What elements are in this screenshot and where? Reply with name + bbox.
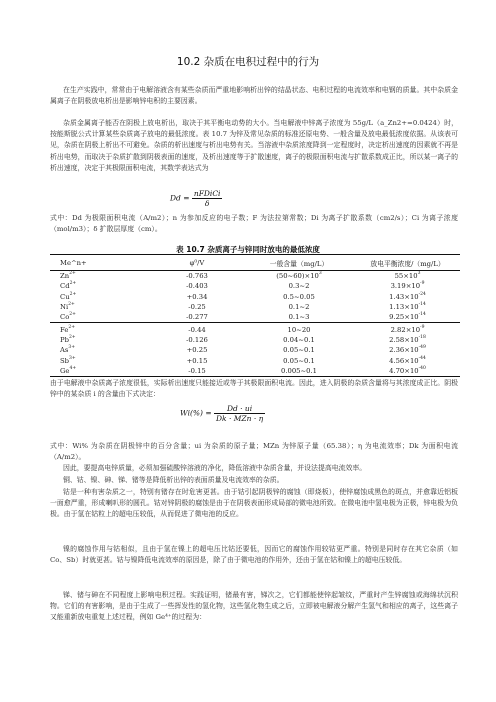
cell-potential: -0.277 <box>151 312 243 323</box>
formula2-denominator: Dk · MZn · η <box>216 414 264 423</box>
cell-equilibrium-conc <box>355 271 460 282</box>
cell-ion <box>50 292 151 302</box>
cell-equilibrium-conc <box>355 281 460 291</box>
content-value: 0.04~0.1 <box>283 335 315 344</box>
cell-content <box>243 345 355 355</box>
paragraph-antimony-germanium: 锑、锗与砷在不同程度上影响电积过程。实践证明，锗最有害，锑次之，它们都能使锌起皱纹，严重时产生锌腐蚀或海绵状沉积物。它们的有害影响，是由于生成了一些挥发性的氢化物，这些氢化物生成之后，立即被电解液分解产生氢气和相应的离子，这些离子又能重新放电重复上述过程，例如 Ge⁴⁺的过程为： <box>50 591 458 622</box>
formula1-denominator: δ <box>204 199 210 208</box>
cell-potential: +0.15 <box>186 356 208 365</box>
cell-content <box>243 366 355 377</box>
ion-symbol: Pb <box>60 335 69 344</box>
formula1-lhs: Dd = <box>170 193 190 203</box>
cell-equilibrium-conc <box>355 312 460 323</box>
conc-value: 2.58×10 <box>389 335 419 344</box>
header-ion: Me^n+ <box>50 255 151 271</box>
paragraph-impurity-content: 由于电解液中杂质离子浓度很低，实际析出速度只能接近或等于其极限面积电流。因此，进入阴极的杂质含量将与其浓度成正比。阴极锌中的某杂质 i 的含量由下式决定： <box>50 379 458 399</box>
conc-exponent: -44 <box>418 355 426 361</box>
cell-ion <box>50 335 151 345</box>
cell-ion <box>50 355 151 365</box>
table-row <box>50 271 460 282</box>
ion-symbol: Co <box>60 313 70 322</box>
content-exponent: 3 <box>318 271 322 277</box>
ion-charge: 2+ <box>68 324 76 330</box>
ion-symbol: Ge <box>60 366 70 375</box>
table-body <box>50 271 460 377</box>
ion-symbol: Zn <box>60 272 70 281</box>
formula-impurity-percent <box>180 404 265 423</box>
table-row <box>50 335 460 345</box>
cell-potential: +0.25 <box>186 346 208 355</box>
cell-potential: -0.126 <box>186 335 208 344</box>
paragraph-purification: 因此，要提高电锌质量，必须加强硫酸锌溶液的净化，降低溶液中杂质含量，并设法提高电流效率。 <box>63 464 367 472</box>
cell-ion <box>50 323 151 335</box>
cell-content <box>243 281 355 291</box>
ion-charge: 2+ <box>69 281 77 287</box>
conc-value: 2.36×10 <box>389 346 419 355</box>
conc-exponent: -9 <box>420 281 425 287</box>
content-value: 0.1~3 <box>288 313 310 322</box>
formula2-fraction <box>214 404 265 423</box>
content-value: 0.3~2 <box>288 282 310 291</box>
conc-exponent: 3 <box>417 271 421 277</box>
header-content: 一般含量（mg/L） <box>243 255 355 271</box>
cell-content <box>243 292 355 302</box>
cell-equilibrium-conc <box>355 292 460 302</box>
formula1-fraction <box>192 189 223 208</box>
cell-equilibrium-conc <box>355 355 460 365</box>
table-row <box>50 323 460 335</box>
conc-exponent: -14 <box>418 302 426 308</box>
conc-exponent: -14 <box>418 312 426 318</box>
cell-potential: -0.403 <box>186 282 208 291</box>
table-row <box>50 312 460 323</box>
section-title: 10.2 杂质在电积过程中的行为 <box>176 56 320 68</box>
conc-exponent: -24 <box>418 291 426 297</box>
formula2-numerator: Dd · ui <box>214 404 265 414</box>
ion-symbol: Cu <box>60 292 70 301</box>
header-potential: φ⁰/V <box>151 255 243 271</box>
table-row <box>50 292 460 302</box>
content-value: 0.1~2 <box>288 303 310 312</box>
cell-equilibrium-conc <box>355 345 460 355</box>
content-value: 0.005~0.1 <box>281 366 317 375</box>
cell-content <box>243 335 355 345</box>
conc-value: 9.25×10 <box>389 313 419 322</box>
cell-content <box>243 302 355 312</box>
conc-value: 55×10 <box>394 272 418 281</box>
ion-charge: 2+ <box>68 302 75 308</box>
cell-potential: -0.44 <box>188 325 206 334</box>
conc-value: 4.70×10 <box>389 366 419 375</box>
content-value: 0.05~0.1 <box>283 356 315 365</box>
paragraph-formula2-legend: 式中：Wi% 为杂质在阴极锌中的百分含量；ui 为杂质的原子量；MZn 为锌原子量（65.38）；η 为电流效率；Dk 为面积电流（A/m2）。 <box>50 442 458 462</box>
ion-charge: 2+ <box>69 312 76 318</box>
table-row <box>50 355 460 365</box>
ion-symbol: Ni <box>60 303 69 312</box>
cell-content <box>243 355 355 365</box>
formula-limiting-current <box>170 189 222 208</box>
table-caption: 表 10.7 杂质离子与锌同时放电的最低浓度 <box>176 245 320 254</box>
table-row <box>50 345 460 355</box>
ion-charge: 4+ <box>69 365 77 371</box>
ion-symbol: Sb <box>60 356 70 365</box>
content-value: 0.05~0.1 <box>283 346 315 355</box>
ion-charge: 2+ <box>69 271 76 277</box>
formula2-lhs: Wi(%) = <box>180 408 212 418</box>
cell-equilibrium-conc <box>355 302 460 312</box>
cell-ion <box>50 302 151 312</box>
conc-value: 3.19×10 <box>390 282 421 291</box>
ion-symbol: Fe <box>60 325 69 334</box>
ion-charge: 2+ <box>69 291 77 297</box>
cell-ion <box>50 281 151 291</box>
ion-charge: 3+ <box>68 345 76 351</box>
cell-equilibrium-conc <box>355 335 460 345</box>
table-header-row <box>50 255 460 271</box>
conc-exponent: -18 <box>418 334 426 340</box>
ion-symbol: Cd <box>60 282 70 291</box>
cell-equilibrium-conc <box>355 323 460 335</box>
conc-exponent: -49 <box>418 345 426 351</box>
paragraph-cobalt: 钴是一种有害杂质之一，特别有锗存在时危害更甚。由于钴引起阴极锌的腐蚀（即烧板），使锌腐蚀成黑色的斑点，并愈靠近铝板一面愈严重，形成喇叭形的圆孔。钴对锌阴极的腐蚀是由于在阴极表面形成局部的微电池所致。在微电池中氢电极为正极，锌电极为负极。由于氢在钴粒上的超电压较低，从而促进了微电池的反应。 <box>50 488 458 519</box>
impurity-table <box>50 254 460 377</box>
content-value: (50~60)×10 <box>276 272 319 281</box>
paragraph-impurity-discharge: 杂质金属离子能否在阴极上放电析出，取决于其平衡电动势的大小。当电解液中锌离子浓度为 55g/L（a_Zn2+=0.0424）时，按能斯脱公式计算某些杂质离子放电的最低浓度。表 10.7 为锌及常见杂质的标准还原电势、一般含量及放电最低浓度依据。从该表可见，杂质在阴极上析出不可避免。杂质的析出速度与析出电势有关。当溶液中杂质浓度降到一定程度时，决定析出速度的因素就不再是析出电势，而取决于杂质扩散到阴极表面的速度，及析出速度等于扩散速度，离子的极限面积电流与扩散系数成正比，所以某一离子的析出速度，决定于其极限面积电流，其数学表达式为 <box>50 119 458 172</box>
paragraph-nickel: 镍的腐蚀作用与钴相似，且由于氢在镍上的超电压比钴还要低，因而它的腐蚀作用较钴更严重。特别是同时存在其它杂质（如 Co、Sb）时就更甚。钴与镍降低电流效率的原因是，除了由于微电池的作用外，还由于氢在钴和镍上的超电压较低。 <box>50 545 458 565</box>
cell-ion <box>50 271 151 282</box>
cell-potential: -0.763 <box>186 272 208 281</box>
cell-ion <box>50 312 151 323</box>
cell-content <box>243 312 355 323</box>
conc-value: 1.43×10 <box>389 292 419 301</box>
conc-exponent: -40 <box>418 365 426 371</box>
cell-potential: -0.25 <box>188 303 206 312</box>
conc-exponent: -9 <box>420 324 425 330</box>
ion-charge: 2+ <box>68 334 76 340</box>
cell-potential: +0.34 <box>186 292 208 301</box>
table-row <box>50 302 460 312</box>
content-value: 0.5~0.05 <box>283 292 315 301</box>
table-row <box>50 366 460 377</box>
cell-content <box>243 323 355 335</box>
formula1-numerator: nFDiCi <box>193 189 221 198</box>
cell-ion <box>50 345 151 355</box>
cell-potential: -0.15 <box>151 366 243 377</box>
cell-ion <box>50 366 151 377</box>
paragraph-formula1-legend: 式中：Dd 为极限面积电流（A/m2）；n 为参加反应的电子数；F 为法拉第常数；Di 为离子扩散系数（cm2/s）；Ci 为离子浓度（mol/m3）；δ 扩散层厚度（cm）。 <box>50 214 458 234</box>
paragraph-harmful-impurities: 铜、钴、镍、砷、锑、锗等是降低析出锌的表面质量及电流效率的杂质。 <box>63 476 284 484</box>
conc-value: 2.82×10 <box>390 325 421 334</box>
paragraph-intro: 在生产实践中，常常由于电解溶液含有某些杂质而严重地影响析出锌的结晶状态、电积过程的电流效率和电钢的质量。其中杂质金属离子在阴极放电析出是影响锌电积的主要因素。 <box>50 86 458 106</box>
header-equilibrium-conc: 放电平衡浓度/（mg/L） <box>355 255 460 271</box>
ion-charge: 3+ <box>69 355 76 361</box>
content-value: 10~20 <box>287 325 311 334</box>
cell-equilibrium-conc <box>355 366 460 377</box>
table-row <box>50 281 460 291</box>
cell-content <box>243 271 355 282</box>
conc-value: 1.13×10 <box>389 303 419 312</box>
ion-symbol: As <box>60 346 69 355</box>
conc-value: 4.56×10 <box>389 356 419 365</box>
